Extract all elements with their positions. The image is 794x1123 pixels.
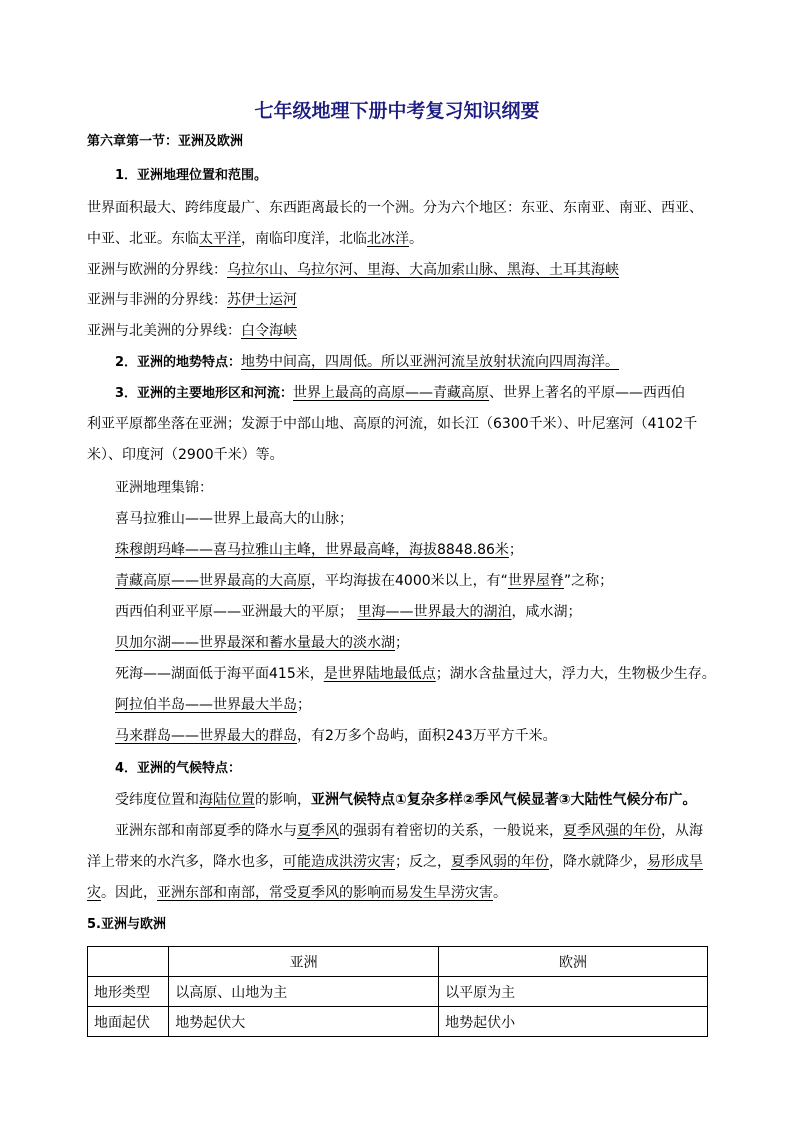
section-3-line-1 [115,383,685,404]
facts-heading: 亚洲地理集锦： [115,480,213,496]
text-span: ”之称； [563,573,614,589]
text-span: 是世界陆地最低点 [323,666,436,682]
section-4-heading: 4．亚洲的气候特点： [115,761,242,776]
text-span: 世界上最高的高原——青藏高原 [293,385,490,401]
text-span: 珠穆朗玛峰——喜马拉雅山主峰，世界最高峰，海拔8848.86米 [115,542,509,558]
boundary-value: 乌拉尔山、乌拉尔河、里海、大高加索山脉、黑海、土耳其海峡 [227,262,619,278]
table-header-cell: 亚洲 [169,947,439,977]
asia-europe-boundary [87,260,619,280]
text-span: ；湖水含盐量过大，浮力大，生物极少生存。 [435,666,716,682]
section-2 [115,352,619,373]
fact-arabian-peninsula [115,695,311,715]
arctic-ocean: 北冰洋 [367,231,409,247]
text-span: 可能造成洪涝灾害 [283,854,395,870]
text-span: 灾 [87,885,101,901]
section-1-text-line-1: 世界面积最大、跨纬度最广、东西距离最长的一个洲。分为六个地区：东亚、东南亚、南亚、西亚、 [87,200,703,216]
boundary-label: 亚洲与北美洲的分界线： [87,323,241,339]
boundary-value: 白令海峡 [241,323,297,339]
section-4-line-4 [87,883,507,903]
section-3-line-2: 利亚平原都坐落在亚洲；发源于中部山地、高原的河流，如长江（6300千米）、叶尼塞河（4102千 [87,416,698,432]
text-span: 夏季风 [297,823,339,839]
chapter-heading: 第六章第一节：亚洲及欧洲 [87,134,244,149]
section-2-heading: 2．亚洲的地势特点： [115,355,242,370]
text-span: 夏季风弱的年份 [451,854,549,870]
table-cell: 地势起伏大 [169,1007,439,1037]
text-span: 中亚、北亚。东临 [87,231,199,247]
text-span: 夏季风强的年份 [563,823,661,839]
table-cell: 地形类型 [88,977,169,1007]
table-header-row [88,947,708,977]
text-span: ； [395,635,409,651]
table-cell: 以高原、山地为主 [169,977,439,1007]
section-4-line-3 [87,852,703,872]
document-title: 七年级地理下册中考复习知识纲要 [254,100,540,122]
text-span: 西西伯利亚平原——亚洲最大的平原； [115,604,353,620]
section-2-text: 地势中间高，四周低。所以亚洲河流呈放射状流向四周海洋。 [241,354,620,370]
section-3-line-3: 米）、印度河（2900千米）等。 [87,447,284,463]
asia-europe-table [87,946,708,1037]
section-1-heading: 1．亚洲地理位置和范围。 [115,168,268,183]
text-span: 的影响， [255,792,311,808]
text-span: 。 [493,885,507,901]
boundary-value: 苏伊士运河 [227,292,297,308]
text-span: 洋上带来的水汽多，降水也多， [87,854,283,870]
asia-africa-boundary [87,290,297,310]
text-span: 青藏高原——世界最高的大高原 [115,573,311,589]
text-span: ，咸水湖； [511,604,582,620]
fact-everest [115,540,523,560]
text-span: 海陆位置 [199,792,255,808]
table-row [88,977,708,1007]
text-span: ；反之， [395,854,451,870]
fact-dead-sea [115,664,716,684]
fact-malay-archipelago [115,726,557,746]
pacific-ocean: 太平洋 [199,231,241,247]
text-span: ，降水就降少， [549,854,647,870]
section-4-line-2 [115,821,703,841]
text-span: 易形成旱 [647,854,703,870]
boundary-label: 亚洲与欧洲的分界线： [87,262,227,278]
text-span: ； [508,542,523,558]
table-cell: 以平原为主 [439,977,708,1007]
section-3-heading: 3．亚洲的主要地形区和河流： [115,386,294,401]
text-span: 的强弱有着密切的关系，一般说来， [339,823,563,839]
text-span: 亚洲东部和南部，常受夏季风的影响而易发生旱涝灾害 [157,885,493,901]
fact-siberia-caspian [115,602,581,622]
text-span: 里海——世界最大的湖泊 [357,604,512,620]
table-cell: 地势起伏小 [439,1007,708,1037]
text-span: 。 [409,231,423,247]
section-5-heading: 5.亚洲与欧洲 [87,917,166,932]
text-span: 、世界上著名的平原——西西伯 [489,385,686,401]
fact-himalaya: 喜马拉雅山——世界上最高大的山脉； [115,511,353,527]
text-span: 马来群岛——世界最大的群岛 [115,728,297,744]
text-span: 受纬度位置和 [115,792,199,808]
section-4-line-1 [115,790,697,810]
table-header-cell: 欧洲 [439,947,708,977]
section-1-text-line-2 [87,229,423,249]
text-span: 贝加尔湖——世界最深和蓄水量最大的淡水湖 [115,635,395,651]
fact-baikal [115,633,409,653]
table-header-cell [88,947,169,977]
asia-north-america-boundary [87,321,297,341]
text-span: 世界屋脊 [507,573,564,589]
text-span: ，南临印度洋，北临 [241,231,367,247]
text-span: ； [297,697,311,713]
table-cell: 地面起伏 [88,1007,169,1037]
table-row [88,1007,708,1037]
text-span: 。因此， [101,885,157,901]
fact-tibet-plateau [115,571,613,591]
text-span: 阿拉伯半岛——世界最大半岛 [115,697,297,713]
text-span: ，从海 [661,823,703,839]
text-span: ，有2万多个岛屿，面积243万平方千米。 [297,728,557,744]
text-span: 死海——湖面低于海平面415米， [115,666,324,682]
text-span: ，平均海拔在4000米以上，有“ [311,573,508,589]
boundary-label: 亚洲与非洲的分界线： [87,292,227,308]
text-span: 亚洲东部和南部夏季的降水与 [115,823,297,839]
text-span: 亚洲气候特点①复杂多样②季风气候显著③大陆性气候分布广。 [311,792,697,808]
